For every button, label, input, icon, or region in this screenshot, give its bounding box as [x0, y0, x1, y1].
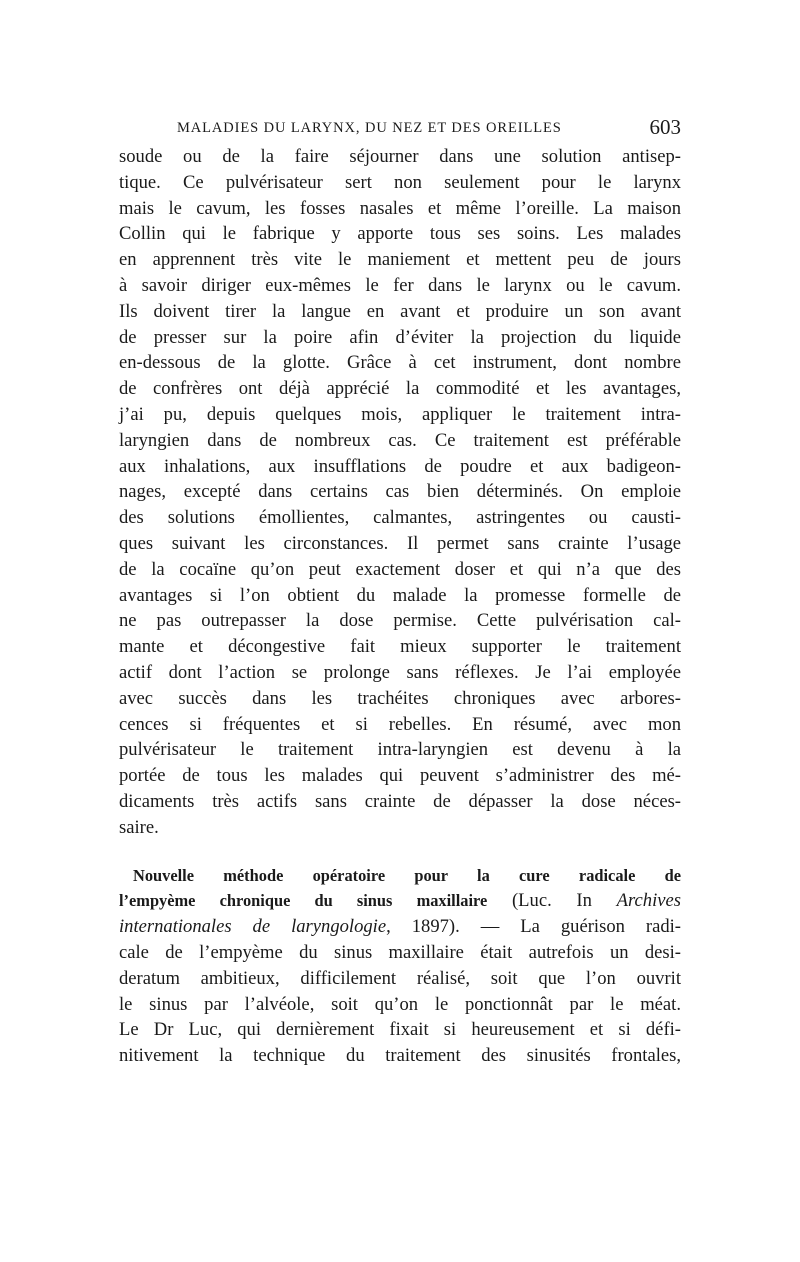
text-line: mais le cavum, les fosses nasales et même l’oreille. La maison [119, 197, 681, 219]
text-line: ques suivant les circonstances. Il permet sans crainte l’usage [119, 532, 681, 554]
text-line: laryngien dans de nombreux cas. Ce traitement est préférable [119, 429, 681, 451]
text-line: j’ai pu, depuis quelques mois, appliquer le traitement intra- [119, 403, 681, 425]
journal-title-cont: internationales de laryngologie [119, 916, 387, 938]
text-line: avec succès dans les trachéites chroniques avec arbores- [119, 687, 681, 709]
text-line: de la cocaïne qu’on peut exactement doser et qui n’a que des [119, 558, 681, 580]
section-heading-cont: l’empyème chronique du sinus maxillaire [119, 891, 488, 911]
text-line: cale de l’empyème du sinus maxillaire était autrefois un desi- [119, 941, 681, 963]
text-line: ne pas outrepasser la dose permise. Cette pulvérisation cal- [119, 610, 681, 632]
text-line: dicaments très actifs sans crainte de dépasser la dose néces- [119, 790, 681, 812]
paragraph-spacer [119, 841, 681, 863]
citation-year: , 1897). — La guérison radi- [386, 916, 681, 938]
text-line: portée de tous les malades qui peuvent s’administrer des mé- [119, 765, 681, 787]
text-line: de presser sur la poire afin d’éviter la projection du liquide [119, 326, 681, 348]
text-line [119, 914, 681, 940]
text-line: nitivement la technique du traitement des sinusités frontales, [119, 1045, 681, 1067]
text-line: deratum ambitieux, difficilement réalisé, soit que l’on ouvrit [119, 967, 681, 989]
text-line: pulvérisateur le traitement intra-laryngien est devenu à la [119, 739, 681, 761]
text-line: actif dont l’action se prolonge sans réflexes. Je l’ai employée [119, 661, 681, 683]
text-line: cences si fréquentes et si rebelles. En résumé, avec mon [119, 713, 681, 735]
text-line [119, 888, 681, 914]
text-line: en apprennent très vite le maniement et mettent peu de jours [119, 249, 681, 271]
text-line: saire. [119, 816, 159, 838]
text-line: de confrères ont déjà apprécié la commodité et les avantages, [119, 378, 681, 400]
section-heading-line [119, 863, 681, 889]
citation-text: (Luc. In [487, 890, 617, 912]
text-line: mante et décongestive fait mieux supporter le traitement [119, 636, 681, 658]
text-line: des solutions émollientes, calmantes, astringentes ou causti- [119, 507, 681, 529]
running-head [119, 112, 681, 144]
paragraph-continued [119, 144, 681, 841]
text-line: Le Dr Luc, qui dernièrement fixait si heureusement et si défi- [119, 1019, 681, 1041]
text-line: en-dessous de la glotte. Grâce à cet instrument, dont nombre [119, 352, 681, 374]
page-number: 603 [649, 115, 681, 139]
text-line: nages, excepté dans certains cas bien déterminés. On emploie [119, 481, 681, 503]
section-paragraph [119, 863, 681, 1069]
section-heading: Nouvelle méthode opératoire pour la cure radicale de [133, 865, 681, 885]
text-line: le sinus par l’alvéole, soit qu’on le ponctionnât par le méat. [119, 993, 681, 1015]
book-page [119, 112, 681, 1069]
text-line: Ils doivent tirer la langue en avant et produire un son avant [119, 300, 681, 322]
text-line: soude ou de la faire séjourner dans une solution antisep- [119, 146, 681, 167]
text-line: Collin qui le fabrique y apporte tous ses soins. Les malades [119, 223, 681, 245]
text-line: aux inhalations, aux insufflations de poudre et aux badigeon- [119, 455, 681, 477]
text-line: à savoir diriger eux-mêmes le fer dans le larynx ou le cavum. [119, 274, 681, 296]
running-title: MALADIES DU LARYNX, DU NEZ ET DES OREILLES [177, 120, 562, 136]
journal-title: Archives [616, 890, 681, 912]
text-line: avantages si l’on obtient du malade la promesse formelle de [119, 584, 681, 606]
text-line: tique. Ce pulvérisateur sert non seulement pour le larynx [119, 171, 681, 193]
